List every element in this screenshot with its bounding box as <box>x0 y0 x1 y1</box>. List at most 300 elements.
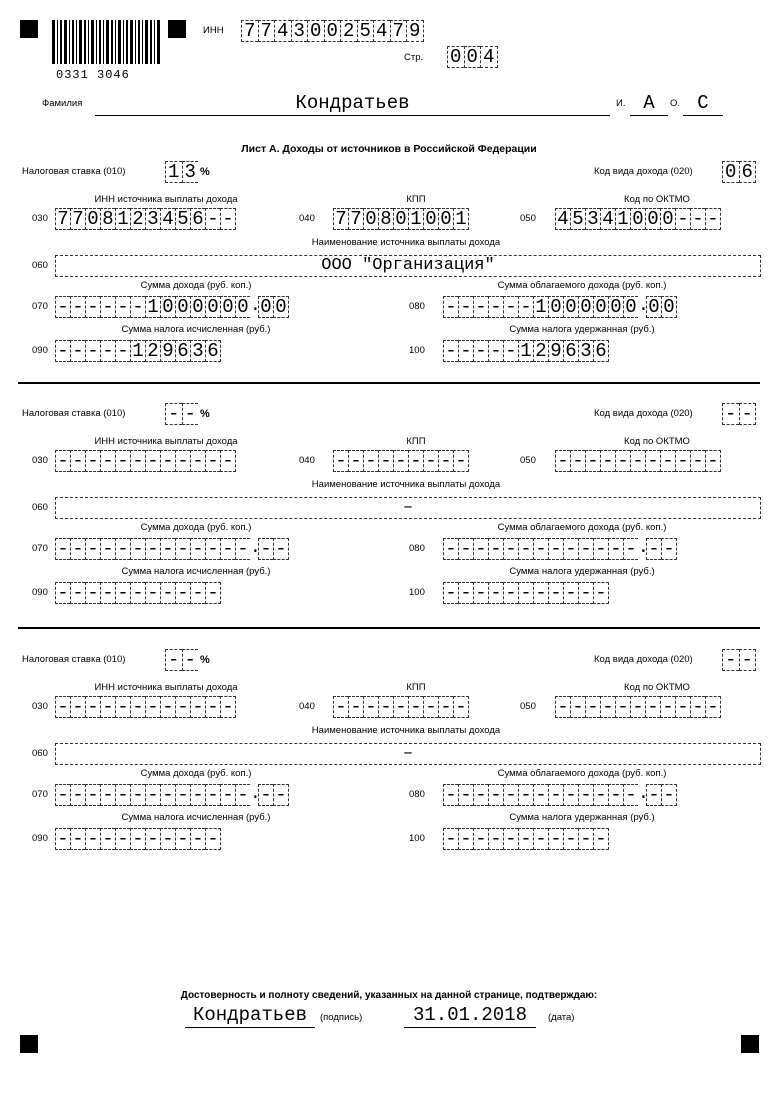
char-cell: 7 <box>390 20 407 42</box>
tax-withheld-field[interactable] <box>443 340 609 362</box>
char-cell: - <box>563 538 578 560</box>
char-cell: - <box>378 450 393 472</box>
char-cell: 2 <box>145 340 160 362</box>
oktmo-field[interactable] <box>555 450 721 472</box>
char-cell: - <box>660 450 675 472</box>
char-cell: - <box>473 296 488 318</box>
char-cell: - <box>423 450 438 472</box>
source-name-field[interactable]: – <box>55 743 761 765</box>
income-sum-label: Сумма дохода (руб. коп.) <box>140 768 252 779</box>
code-040: 040 <box>299 455 315 466</box>
char-cell: - <box>630 696 645 718</box>
char-cell: - <box>555 450 570 472</box>
char-cell: - <box>458 784 473 806</box>
barcode-icon <box>50 20 162 70</box>
oktmo-field[interactable] <box>555 208 721 230</box>
char-cell: - <box>145 450 160 472</box>
code-050: 050 <box>520 701 536 712</box>
rate-field[interactable] <box>165 403 210 425</box>
page-number-field[interactable] <box>447 46 498 68</box>
char-cell: - <box>115 828 130 850</box>
char-cell: - <box>615 450 630 472</box>
char-cell: - <box>548 582 563 604</box>
char-cell: - <box>443 784 458 806</box>
char-cell: - <box>115 538 130 560</box>
char-cell: - <box>85 296 100 318</box>
oktmo-field[interactable] <box>555 696 721 718</box>
char-cell: - <box>675 208 690 230</box>
char-cell: - <box>488 784 503 806</box>
char-cell: - <box>423 696 438 718</box>
char-cell: - <box>563 828 578 850</box>
char-cell: - <box>705 208 721 230</box>
char-cell: - <box>443 582 458 604</box>
char-cell: - <box>503 828 518 850</box>
char-cell: - <box>600 696 615 718</box>
char-cell: 4 <box>555 208 570 230</box>
char-cell: - <box>85 340 100 362</box>
char-cell: - <box>453 450 469 472</box>
char-cell: - <box>145 784 160 806</box>
source-inn-label: ИНН источника выплаты дохода <box>94 436 238 447</box>
char-cell: 0 <box>160 296 175 318</box>
char-cell: - <box>130 582 145 604</box>
char-cell: - <box>473 582 488 604</box>
income-sum-field[interactable] <box>55 784 289 806</box>
char-cell: 0 <box>307 20 324 42</box>
char-cell: - <box>190 450 205 472</box>
char-cell: 1 <box>408 208 423 230</box>
char-cell: - <box>70 828 85 850</box>
char-cell: 0 <box>175 296 190 318</box>
surname-field[interactable]: Кондратьев <box>95 92 610 116</box>
char-cell: - <box>473 828 488 850</box>
char-cell: - <box>518 296 533 318</box>
char-cell: - <box>182 649 199 671</box>
char-cell: - <box>130 538 145 560</box>
char-cell: 0 <box>324 20 341 42</box>
char-cell: - <box>55 582 70 604</box>
char-cell: - <box>115 450 130 472</box>
source-name-field[interactable]: – <box>55 497 761 519</box>
char-cell: - <box>190 828 205 850</box>
initial-i-field[interactable]: А <box>630 92 668 116</box>
char-cell: - <box>85 582 100 604</box>
tax-calc-label: Сумма налога исчисленная (руб.) <box>121 324 271 335</box>
char-cell: - <box>473 340 488 362</box>
char-cell: - <box>443 340 458 362</box>
char-cell: - <box>85 450 100 472</box>
char-cell: - <box>333 450 348 472</box>
income-kind-label: Код вида дохода (020) <box>594 654 693 665</box>
char-cell: - <box>739 649 757 671</box>
char-cell: - <box>615 696 630 718</box>
char-cell: 9 <box>548 340 563 362</box>
decimal-point: . <box>638 538 649 558</box>
char-cell: - <box>182 403 199 425</box>
char-cell: - <box>690 450 705 472</box>
char-cell: - <box>130 696 145 718</box>
code-100: 100 <box>409 345 425 356</box>
code-100: 100 <box>409 587 425 598</box>
char-cell: 3 <box>578 340 593 362</box>
char-cell: 4 <box>480 46 498 68</box>
char-cell: - <box>646 784 661 806</box>
char-cell: - <box>100 340 115 362</box>
code-090: 090 <box>32 833 48 844</box>
char-cell: 6 <box>563 340 578 362</box>
char-cell: - <box>443 828 458 850</box>
percent-sign: % <box>200 654 210 666</box>
char-cell: - <box>503 296 518 318</box>
surname-label: Фамилия <box>42 98 83 109</box>
char-cell: 0 <box>447 46 464 68</box>
char-cell: 1 <box>145 296 160 318</box>
char-cell: 6 <box>190 208 205 230</box>
taxable-sum-field[interactable] <box>443 784 677 806</box>
char-cell: 7 <box>333 208 348 230</box>
tax-calc-field[interactable] <box>55 340 221 362</box>
percent-sign: % <box>200 166 210 178</box>
char-cell: 5 <box>175 208 190 230</box>
code-040: 040 <box>299 701 315 712</box>
source-inn-label: ИНН источника выплаты дохода <box>94 194 238 205</box>
source-inn-field[interactable] <box>55 208 236 230</box>
char-cell: - <box>55 340 70 362</box>
char-cell: 1 <box>453 208 469 230</box>
char-cell: - <box>70 340 85 362</box>
char-cell: - <box>205 696 220 718</box>
char-cell: - <box>235 538 250 560</box>
char-cell: - <box>363 450 378 472</box>
char-cell: - <box>578 582 593 604</box>
source-inn-field[interactable] <box>55 696 236 718</box>
char-cell: - <box>473 538 488 560</box>
code-100: 100 <box>409 833 425 844</box>
char-cell: - <box>220 208 236 230</box>
char-cell: - <box>408 696 423 718</box>
char-cell: 0 <box>423 208 438 230</box>
source-name-label: Наименование источника выплаты дохода <box>311 237 501 248</box>
decimal-point: . <box>250 538 261 558</box>
tax-withheld-label: Сумма налога удержанная (руб.) <box>509 812 655 823</box>
source-name-label: Наименование источника выплаты дохода <box>311 479 501 490</box>
income-kind-field[interactable] <box>722 649 756 671</box>
char-cell: 1 <box>115 208 130 230</box>
char-cell: 0 <box>190 296 205 318</box>
char-cell: - <box>165 649 182 671</box>
char-cell: - <box>55 538 70 560</box>
kpp-field[interactable] <box>333 208 469 230</box>
char-cell: - <box>70 296 85 318</box>
char-cell: 6 <box>205 340 221 362</box>
char-cell: 0 <box>563 296 578 318</box>
char-cell: 3 <box>190 340 205 362</box>
char-cell: - <box>393 696 408 718</box>
inn-field[interactable] <box>241 20 424 42</box>
char-cell: 9 <box>160 340 175 362</box>
oktmo-label: Код по ОКТМО <box>624 194 690 205</box>
char-cell: 0 <box>722 161 739 183</box>
char-cell: - <box>690 208 705 230</box>
char-cell: - <box>100 696 115 718</box>
decimal-point: . <box>638 296 649 316</box>
char-cell: - <box>348 450 363 472</box>
char-cell: 1 <box>130 340 145 362</box>
barcode <box>50 20 162 70</box>
tax-withheld-field[interactable] <box>443 582 609 604</box>
char-cell: - <box>739 403 757 425</box>
decimal-point: . <box>250 296 261 316</box>
char-cell: - <box>115 582 130 604</box>
income-sum-field[interactable] <box>55 538 289 560</box>
char-cell: 0 <box>220 296 235 318</box>
char-cell: - <box>675 696 690 718</box>
kpp-field[interactable] <box>333 696 469 718</box>
char-cell: - <box>55 696 70 718</box>
char-cell: - <box>160 538 175 560</box>
char-cell: - <box>570 696 585 718</box>
char-cell: 2 <box>340 20 357 42</box>
rate-field[interactable] <box>165 649 210 671</box>
char-cell: - <box>503 340 518 362</box>
rate-label: Налоговая ставка (010) <box>22 408 126 419</box>
char-cell: 1 <box>165 161 182 183</box>
char-cell: - <box>160 582 175 604</box>
char-cell: - <box>220 538 235 560</box>
sheet-title: Лист А. Доходы от источников в Российской Федерации <box>241 143 537 155</box>
section-divider-1 <box>18 382 760 384</box>
char-cell: - <box>130 828 145 850</box>
char-cell: - <box>660 696 675 718</box>
tax-calc-field[interactable] <box>55 828 221 850</box>
char-cell: - <box>438 450 453 472</box>
char-cell: - <box>160 696 175 718</box>
char-cell: - <box>570 450 585 472</box>
char-cell: - <box>675 450 690 472</box>
char-cell: - <box>175 696 190 718</box>
char-cell: - <box>55 784 70 806</box>
income-sum-label: Сумма дохода (руб. коп.) <box>140 280 252 291</box>
char-cell: 2 <box>130 208 145 230</box>
char-cell: - <box>393 450 408 472</box>
char-cell: - <box>518 828 533 850</box>
char-cell: 6 <box>739 161 757 183</box>
char-cell: 7 <box>241 20 258 42</box>
char-cell: - <box>533 828 548 850</box>
char-cell: 3 <box>291 20 308 42</box>
char-cell: - <box>443 538 458 560</box>
char-cell: - <box>578 828 593 850</box>
char-cell: - <box>438 696 453 718</box>
char-cell: - <box>548 784 563 806</box>
taxable-sum-label: Сумма облагаемого дохода (руб. коп.) <box>497 280 667 291</box>
income-kind-field[interactable] <box>722 161 756 183</box>
code-080: 080 <box>409 789 425 800</box>
initial-i-label: И. <box>616 98 626 109</box>
char-cell: 6 <box>175 340 190 362</box>
barcode-number: 0331 3046 <box>56 68 130 82</box>
char-cell: - <box>458 828 473 850</box>
char-cell: - <box>518 784 533 806</box>
corner-marker-top-right <box>168 20 186 38</box>
char-cell: - <box>458 340 473 362</box>
char-cell: - <box>593 828 609 850</box>
char-cell: - <box>70 450 85 472</box>
char-cell: - <box>190 538 205 560</box>
char-cell: - <box>100 538 115 560</box>
rate-label: Налоговая ставка (010) <box>22 166 126 177</box>
char-cell: - <box>160 828 175 850</box>
char-cell: 4 <box>373 20 390 42</box>
char-cell: - <box>453 696 469 718</box>
tax-withheld-label: Сумма налога удержанная (руб.) <box>509 566 655 577</box>
char-cell: 3 <box>182 161 199 183</box>
char-cell: 0 <box>661 296 677 318</box>
rate-label: Налоговая ставка (010) <box>22 654 126 665</box>
char-cell: - <box>645 696 660 718</box>
char-cell: - <box>205 582 221 604</box>
kpp-field[interactable] <box>333 450 469 472</box>
char-cell: - <box>190 582 205 604</box>
corner-marker-bottom-left <box>20 1035 38 1053</box>
char-cell: 0 <box>235 296 250 318</box>
source-name-label: Наименование источника выплаты дохода <box>311 725 501 736</box>
char-cell: 1 <box>518 340 533 362</box>
char-cell: - <box>175 784 190 806</box>
char-cell: 1 <box>533 296 548 318</box>
char-cell: - <box>578 538 593 560</box>
income-kind-label: Код вида дохода (020) <box>594 166 693 177</box>
char-cell: - <box>100 296 115 318</box>
char-cell: 1 <box>615 208 630 230</box>
char-cell: - <box>205 828 221 850</box>
code-050: 050 <box>520 455 536 466</box>
source-name-field[interactable]: ООО "Организация" <box>55 255 761 277</box>
char-cell: - <box>115 696 130 718</box>
char-cell: - <box>555 696 570 718</box>
code-060: 060 <box>32 260 48 271</box>
char-cell: - <box>175 538 190 560</box>
char-cell: 0 <box>623 296 638 318</box>
rate-field[interactable] <box>165 161 210 183</box>
taxable-sum-label: Сумма облагаемого дохода (руб. коп.) <box>497 522 667 533</box>
char-cell: - <box>100 582 115 604</box>
char-cell: 0 <box>438 208 453 230</box>
char-cell: 4 <box>274 20 291 42</box>
tax-withheld-field[interactable] <box>443 828 609 850</box>
char-cell: 0 <box>258 296 273 318</box>
char-cell: - <box>488 582 503 604</box>
char-cell: - <box>488 340 503 362</box>
income-kind-field[interactable] <box>722 403 756 425</box>
char-cell: 5 <box>357 20 374 42</box>
char-cell: - <box>165 403 182 425</box>
char-cell: - <box>273 784 289 806</box>
date-field[interactable]: 31.01.2018 <box>404 1003 536 1028</box>
char-cell: - <box>145 696 160 718</box>
char-cell: - <box>458 582 473 604</box>
char-cell: - <box>645 450 660 472</box>
char-cell: - <box>488 828 503 850</box>
char-cell: 0 <box>646 296 661 318</box>
signature-field[interactable]: Кондратьев <box>185 1003 315 1028</box>
char-cell: 4 <box>160 208 175 230</box>
char-cell: - <box>190 784 205 806</box>
char-cell: 7 <box>348 208 363 230</box>
percent-sign: % <box>200 408 210 420</box>
corner-marker-top-left <box>20 20 38 38</box>
code-040: 040 <box>299 213 315 224</box>
char-cell: - <box>115 784 130 806</box>
code-030: 030 <box>32 455 48 466</box>
char-cell: - <box>503 538 518 560</box>
char-cell: - <box>348 696 363 718</box>
char-cell: - <box>585 696 600 718</box>
char-cell: - <box>145 538 160 560</box>
char-cell: - <box>190 696 205 718</box>
char-cell: - <box>235 784 250 806</box>
char-cell: - <box>363 696 378 718</box>
char-cell: 0 <box>548 296 563 318</box>
char-cell: - <box>220 784 235 806</box>
char-cell: - <box>623 784 638 806</box>
oktmo-label: Код по ОКТМО <box>624 436 690 447</box>
taxable-sum-label: Сумма облагаемого дохода (руб. коп.) <box>497 768 667 779</box>
income-sum-label: Сумма дохода (руб. коп.) <box>140 522 252 533</box>
char-cell: - <box>548 828 563 850</box>
char-cell: - <box>130 296 145 318</box>
char-cell: - <box>623 538 638 560</box>
char-cell: 8 <box>378 208 393 230</box>
char-cell: - <box>145 582 160 604</box>
char-cell: 3 <box>145 208 160 230</box>
char-cell: - <box>578 784 593 806</box>
page-label: Стр. <box>404 52 424 63</box>
char-cell: - <box>608 538 623 560</box>
initial-o-field[interactable]: С <box>683 92 723 116</box>
char-cell: - <box>593 784 608 806</box>
char-cell: - <box>473 784 488 806</box>
char-cell: 5 <box>570 208 585 230</box>
char-cell: - <box>85 828 100 850</box>
char-cell: 0 <box>645 208 660 230</box>
char-cell: 4 <box>600 208 615 230</box>
tax-withheld-label: Сумма налога удержанная (руб.) <box>509 324 655 335</box>
char-cell: - <box>722 403 739 425</box>
char-cell: - <box>130 450 145 472</box>
tax-calc-field[interactable] <box>55 582 221 604</box>
kpp-label: КПП <box>406 194 426 205</box>
source-inn-label: ИНН источника выплаты дохода <box>94 682 238 693</box>
taxable-sum-field[interactable] <box>443 538 677 560</box>
char-cell: - <box>100 784 115 806</box>
income-sum-field[interactable] <box>55 296 289 318</box>
char-cell: - <box>175 828 190 850</box>
code-070: 070 <box>32 301 48 312</box>
code-080: 080 <box>409 543 425 554</box>
taxable-sum-field[interactable] <box>443 296 677 318</box>
char-cell: 0 <box>205 296 220 318</box>
char-cell: 8 <box>100 208 115 230</box>
source-inn-field[interactable] <box>55 450 236 472</box>
char-cell: - <box>563 784 578 806</box>
kpp-label: КПП <box>406 436 426 447</box>
char-cell: - <box>378 696 393 718</box>
char-cell: - <box>661 538 677 560</box>
code-070: 070 <box>32 543 48 554</box>
char-cell: - <box>548 538 563 560</box>
